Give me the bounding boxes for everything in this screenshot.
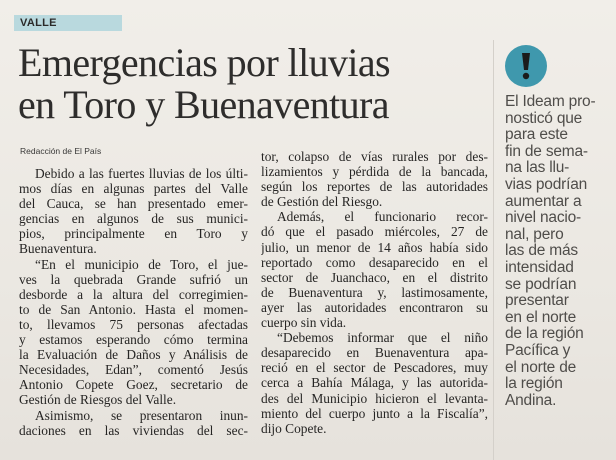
section-tag: VALLE: [14, 15, 122, 31]
column-divider: [493, 40, 494, 460]
article-line: dó que el pasado miércoles, 27 de: [261, 224, 488, 240]
article-line: to de San Antonio. Hasta el momen-: [19, 301, 248, 317]
article-line: tor, colapso de vías rurales por des-: [261, 149, 488, 164]
sidebar-line: la región: [505, 375, 563, 393]
article-line: y estamos esperando cómo termina: [19, 332, 248, 348]
article-line: julio, un menor de 14 años había sido: [261, 239, 488, 255]
sidebar-line: na las llu-: [505, 159, 570, 177]
article-line: ves la quebrada Grande sufrió un: [19, 271, 248, 287]
headline: [18, 42, 488, 126]
sidebar-line: Pacífica y: [505, 341, 571, 359]
article-line: cuerpo sin vida.: [261, 315, 347, 331]
article-line: des del Municipio hicieron el levanta-: [261, 390, 488, 406]
article-line: pios, principalmente en Toro y: [19, 226, 248, 242]
sidebar-line: fin de sema-: [505, 142, 588, 160]
article-line: desaparecido en Buenaventura apa-: [261, 345, 488, 361]
sidebar-line: nal, pero: [505, 225, 564, 243]
article-line: miento del cuerpo junto a la Fiscalía”,: [261, 405, 488, 421]
article-line: desborde a la altura del corregimien-: [19, 286, 248, 302]
article-line: de Gestión del Riesgo.: [261, 194, 383, 210]
sidebar-line: nivel nacio-: [505, 209, 582, 227]
article-line: la Evaluación de Daños y Análisis de: [19, 347, 248, 363]
headline-line: Emergencias por lluvias: [18, 40, 391, 85]
sidebar-line: se podrían: [505, 275, 577, 293]
sidebar-line: aumentar a: [505, 192, 582, 210]
article-line: Debido a las fuertes lluvias de los últi-: [35, 166, 248, 181]
sidebar-line: presentar: [505, 292, 569, 310]
article-line: reció en el sector de Pescadores, muy: [261, 360, 488, 376]
article-line: mos días en algunas partes del Valle: [19, 181, 248, 197]
sidebar-line: el norte de: [505, 358, 577, 376]
article-line: de Buenaventura y, lastimosamente,: [261, 284, 488, 300]
article-line: ayer las autoridades encontraron su: [261, 299, 488, 315]
sidebar-line: vias podrían: [505, 175, 588, 193]
sidebar-line: en el norte: [505, 308, 577, 326]
article-line: Además, el funcionario recor-: [277, 209, 488, 225]
article-column-1: [19, 166, 248, 438]
article-line: del Cauca, se han presentado emer-: [19, 196, 248, 212]
sidebar-line: de la región: [505, 325, 584, 343]
article-line: Antonio Copete Goez, secretario de: [19, 377, 248, 393]
article-line: sector de Juanchaco, en el distrito: [261, 269, 488, 285]
article-column-2: [261, 149, 488, 436]
sidebar-line: El Ideam pro-: [505, 93, 596, 110]
article-line: gencias en algunos de sus munici-: [19, 211, 248, 227]
sidebar-line: las de más: [505, 242, 578, 260]
article-line: dijo Copete.: [261, 420, 327, 436]
article-line: reportado como desaparecido en el: [261, 254, 488, 270]
headline-line: en Toro y Buenaventura: [18, 82, 389, 127]
article-line: cerca a Bahía Málaga, y las autorida-: [261, 375, 488, 391]
article-line: Gestión de Riesgos del Valle.: [19, 392, 177, 408]
sidebar-line: Andina.: [505, 391, 557, 409]
article-line: Necesidades, Edan”, comentó Jesús: [19, 362, 248, 378]
article-line: “En el municipio de Toro, el jue-: [35, 256, 248, 272]
article-line: según los reportes de las autoridades: [261, 179, 488, 195]
sidebar-line: para este: [505, 126, 568, 144]
article-line: Asimismo, se presentaron inun-: [35, 407, 248, 423]
sidebar-note: [505, 94, 613, 409]
article-line: daciones en las viviendas del sec-: [19, 422, 248, 438]
byline: Redacción de El País: [20, 146, 102, 156]
article-line: “Debemos informar que el niño: [277, 330, 488, 346]
sidebar-line: nosticó que: [505, 109, 583, 127]
sidebar-line: intensidad: [505, 258, 574, 276]
article-line: lizamientos y pérdida de la bancada,: [261, 164, 488, 180]
article-line: Buenaventura.: [19, 241, 97, 257]
article-line: to, llevamos 75 personas afectadas: [19, 316, 248, 332]
exclamation-icon: [505, 45, 547, 87]
